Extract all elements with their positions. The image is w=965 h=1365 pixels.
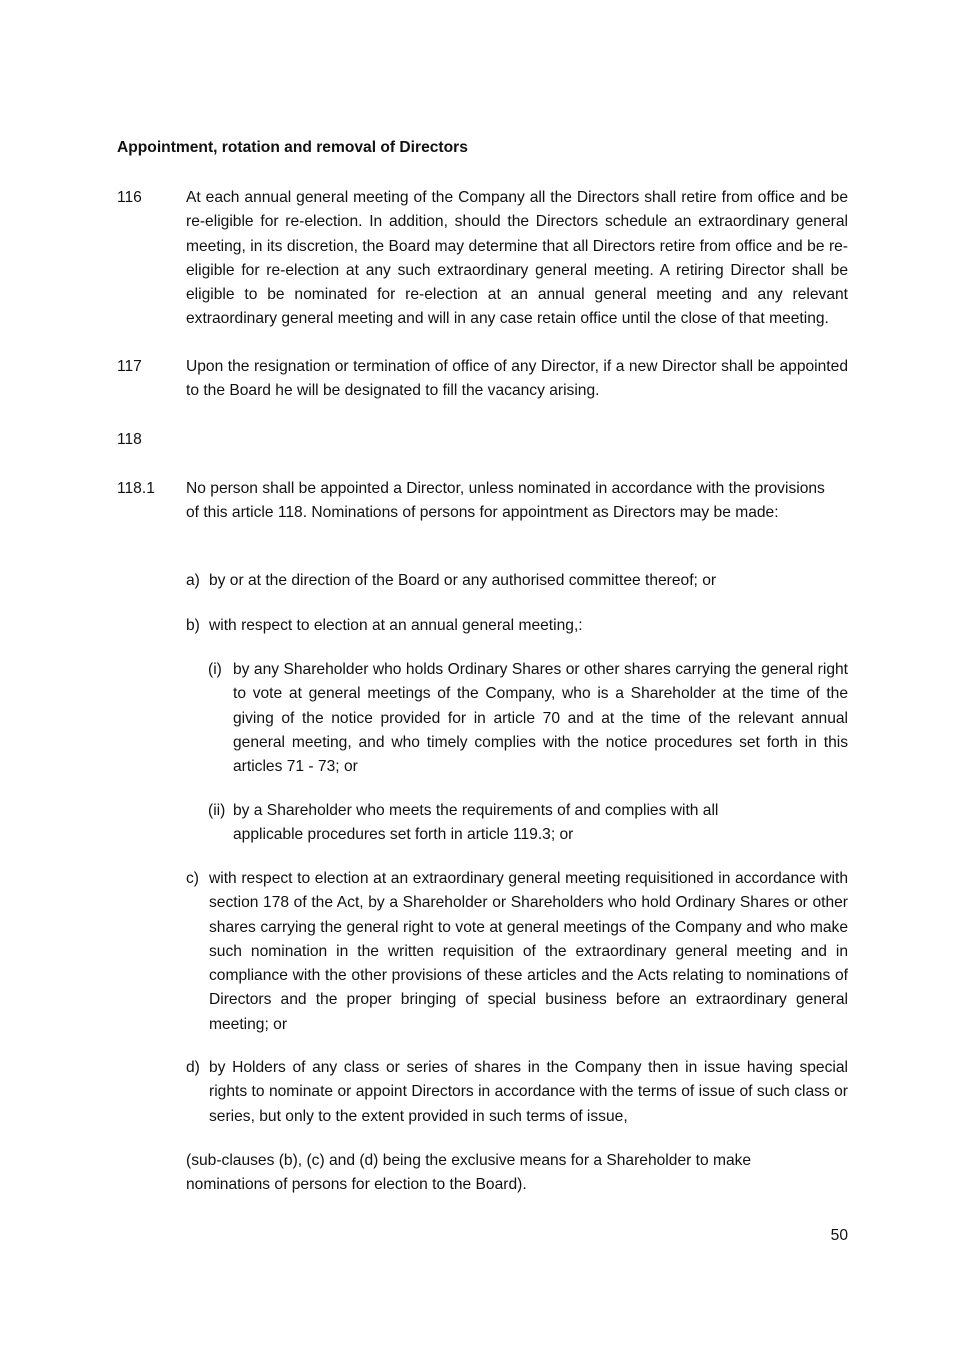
sub-item-i-text: by any Shareholder who holds Ordinary Shares or other shares carrying the general right to vote at general meetings of the Company, who is a Shareholder at the time of the giving of the notice provided for in article 70 and at the time of the relevant annual general meeting, and who timely complies with the notice procedures set forth in this articles 71 - 73; or bbox=[233, 661, 848, 776]
sub-marker-i: (i) bbox=[208, 661, 222, 678]
section-heading: Appointment, rotation and removal of Directors bbox=[117, 139, 468, 156]
sub-item-ii bbox=[208, 799, 848, 848]
page-number: 50 bbox=[830, 1227, 848, 1244]
list-item-c-text: with respect to election at an extraordinary general meeting requisitioned in accordance with section 178 of the Act, by a Shareholder or Shareholders who hold Ordinary Shares or other shares carrying the general right to vote at general meetings of the Company and who make such nomination in the written requisition of the extraordinary general meeting and in compliance with the other provisions of these articles and the Acts relating to nominations of Directors and the proper bringing of special business before an extraordinary general meeting; or bbox=[209, 870, 848, 1033]
clause-number-118-1: 118.1 bbox=[117, 480, 155, 497]
list-item-c bbox=[186, 867, 848, 1037]
sub-item-ii-text: by a Shareholder who meets the requirements of and complies with all applicable procedures set forth in article 119.3; or bbox=[233, 802, 719, 844]
clause-118-1-closing: (sub-clauses (b), (c) and (d) being the exclusive means for a Shareholder to make nominations of persons for election to the Board). bbox=[186, 1152, 752, 1194]
sub-item-i bbox=[208, 658, 848, 779]
clause-number-117: 117 bbox=[117, 358, 142, 375]
list-item-a-text: by or at the direction of the Board or any authorised committee thereof; or bbox=[209, 572, 717, 589]
list-marker-b: b) bbox=[186, 617, 200, 634]
list-marker-a: a) bbox=[186, 572, 200, 589]
clause-116-text: At each annual general meeting of the Company all the Directors shall retire from office and be re-eligible for re-election. In addition, should the Directors schedule an extraordinary general meeting, in its discretion, the Board may determine that all Directors retire from office and be re-eligible for re-election at any such extraordinary general meeting. A retiring Director shall be eligible to be nominated for re-election at an annual general meeting and any relevant extraordinary general meeting and will in any case retain office until the close of that meeting. bbox=[186, 189, 848, 328]
list-item-b bbox=[186, 614, 848, 638]
clause-117-text: Upon the resignation or termination of office of any Director, if a new Director shall be appointed to the Board he will be designated to fill the vacancy arising. bbox=[186, 358, 848, 400]
list-item-a bbox=[186, 569, 848, 593]
clause-number-116: 116 bbox=[117, 189, 142, 206]
list-item-d-text: by Holders of any class or series of shares in the Company then in issue having special rights to nominate or appoint Directors in accordance with the terms of issue of such class or series, but only to the extent provided in such terms of issue, bbox=[209, 1059, 848, 1125]
list-marker-d: d) bbox=[186, 1059, 200, 1076]
list-item-d bbox=[186, 1056, 848, 1129]
list-item-b-text: with respect to election at an annual general meeting,: bbox=[209, 617, 583, 634]
list-marker-c: c) bbox=[186, 870, 199, 887]
clause-number-118: 118 bbox=[117, 431, 142, 448]
clause-118-1-text: No person shall be appointed a Director, unless nominated in accordance with the provisions of this article 118. Nominations of persons for appointment as Directors may be made: bbox=[186, 480, 825, 522]
sub-marker-ii: (ii) bbox=[208, 802, 226, 819]
